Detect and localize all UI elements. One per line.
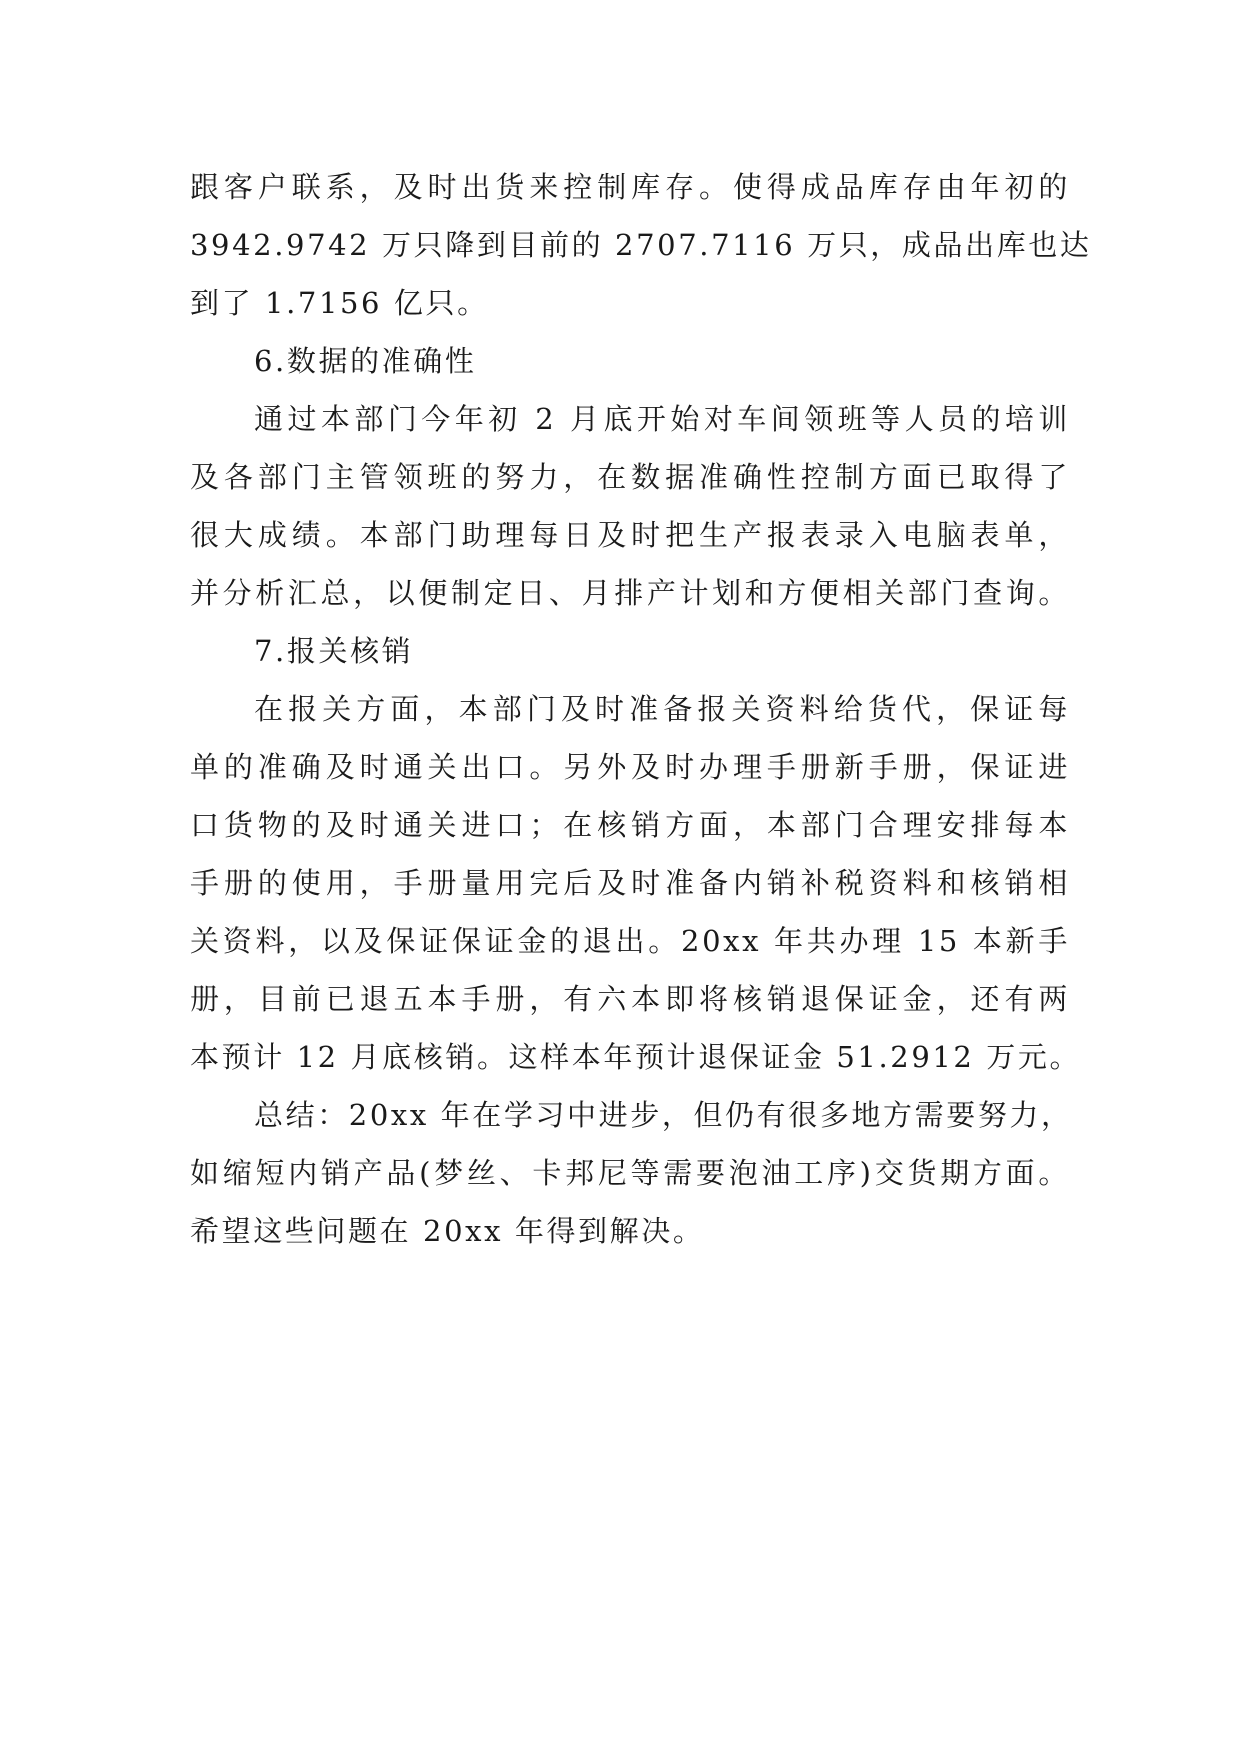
text-line: 3942.9742 万只降到目前的 2707.7116 万只，成品出库也达 (190, 228, 1092, 262)
text-line: 很大成绩。本部门助理每日及时把生产报表录入电脑表单， (190, 518, 1070, 552)
heading-text: 7.报关核销 (254, 634, 414, 668)
text-line: 关资料，以及保证保证金的退出。20xx 年共办理 15 本新手 (190, 924, 1070, 958)
text-line: 册，目前已退五本手册，有六本即将核销退保证金，还有两 (190, 982, 1070, 1016)
text-line: 单的准确及时通关出口。另外及时办理手册新手册，保证进 (190, 750, 1070, 784)
text-line: 本预计 12 月底核销。这样本年预计退保证金 51.2912 万元。 (190, 1040, 1082, 1074)
paragraph-summary (190, 1086, 1073, 1260)
section-heading-customs (190, 622, 1070, 680)
text-line: 及各部门主管领班的努力，在数据准确性控制方面已取得了 (190, 460, 1070, 494)
text-line: 手册的使用，手册量用完后及时准备内销补税资料和核销相 (190, 866, 1070, 900)
text-line: 口货物的及时通关进口；在核销方面，本部门合理安排每本 (190, 808, 1070, 842)
text-line: 总结：20xx 年在学习中进步，但仍有很多地方需要努力， (254, 1098, 1073, 1132)
paragraph-data-accuracy (190, 390, 1070, 622)
text-line: 通过本部门今年初 2 月底开始对车间领班等人员的培训 (254, 402, 1070, 436)
section-heading-data-accuracy (190, 332, 1070, 390)
text-line: 如缩短内销产品(梦丝、卡邦尼等需要泡油工序)交货期方面。 (190, 1156, 1070, 1190)
text-line: 到了 1.7156 亿只。 (190, 286, 489, 320)
paragraph-customs (190, 680, 1082, 1086)
text-line: 希望这些问题在 20xx 年得到解决。 (190, 1214, 705, 1248)
text-line: 跟客户联系，及时出货来控制库存。使得成品库存由年初的 (190, 170, 1070, 204)
paragraph-inventory (190, 158, 1092, 332)
heading-text: 6.数据的准确性 (254, 344, 477, 378)
text-line: 在报关方面，本部门及时准备报关资料给货代，保证每 (254, 692, 1070, 726)
text-line: 并分析汇总，以便制定日、月排产计划和方便相关部门查询。 (190, 576, 1070, 610)
document-body (190, 158, 1092, 1260)
